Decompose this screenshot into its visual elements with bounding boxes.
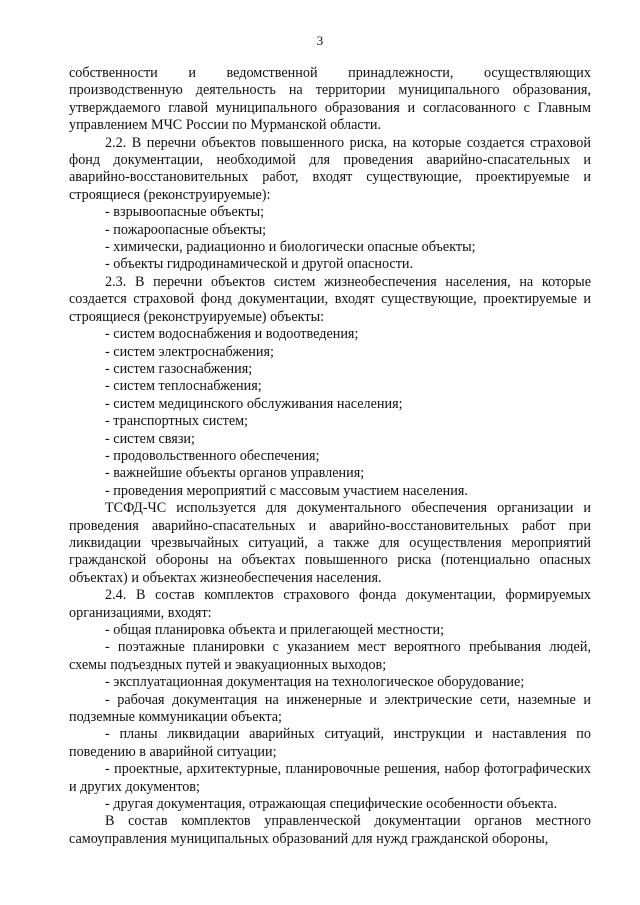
list-item: - систем водоснабжения и водоотведения; (105, 326, 359, 343)
list-item: - транспортных систем; (105, 413, 249, 430)
list-item: - планы ликвидации аварийных ситуаций, инструкции и наставления по поведению в аварийной ситуации; (69, 726, 591, 760)
list-item: - общая планировка объекта и прилегающей местности; (105, 622, 445, 638)
list-item: - объекты гидродинамической и другой опасности. (105, 256, 414, 273)
list-item: - систем газоснабжения; (105, 360, 253, 377)
list-item: - рабочая документация на инженерные и электрические сети, наземные и подземные коммуникации объекта; (69, 691, 591, 726)
list-item: - систем медицинского обслуживания населения; (105, 395, 403, 412)
paragraph-continuation: собственности и ведомственной принадлежности, осуществляющих производственную деятельность на территории муниципального образования, утверждаемого главой муниципального образования и согласованного с Главным управлением МЧС России по Мурманской области. (69, 65, 591, 134)
document-body (69, 65, 591, 848)
list-item: - эксплуатационная документация на технологическое оборудование; (105, 674, 525, 691)
list-item: - систем связи; (105, 430, 195, 447)
list-item: - пожароопасные объекты; (105, 221, 267, 238)
list-item: - проведения мероприятий с массовым участием населения. (105, 482, 468, 499)
paragraph-2-4: 2.4. В состав комплектов страхового фонда документации, формируемых организациями, входят: (69, 587, 591, 621)
paragraph-2-2: 2.2. В перечни объектов повышенного риска, на которые создается страховой фонд документации, необходимой для проведения аварийно-спасательных и аварийно-восстановительных работ, входят существующие, проектируемые и строящиеся (реконструируемые): (69, 134, 591, 203)
list-item: - другая документация, отражающая специфические особенности объекта. (105, 796, 558, 813)
paragraph-2-3: 2.3. В перечни объектов систем жизнеобеспечения населения, на которые создается страховой фонд документации, входят существующие, проектируемые и строящиеся (реконструируемые) объекты: (69, 273, 591, 325)
list-item: - систем электроснабжения; (105, 343, 274, 360)
paragraph-tsfd: ТСФД-ЧС используется для документального обеспечения организации и проведения аварийно-спасательных и аварийно-восстановительных работ при ликвидации чрезвычайных ситуаций, а также для осуществления мероприятий гражданской обороны на объектах повышенного риска (потенциально опасных объектах) и объектах жизнеобеспечения населения. (69, 500, 591, 586)
list-item: - важнейшие объекты органов управления; (105, 465, 365, 482)
list-item: - поэтажные планировки с указанием мест вероятного пребывания людей, схемы подъездных путей и эвакуационных выходов; (69, 639, 591, 673)
page-number: 3 (316, 33, 324, 48)
paragraph-management-docs: В состав комплектов управленческой документации органов местного самоуправления муниципальных образований для нужд гражданской обороны, (69, 813, 591, 847)
list-item: - проектные, архитектурные, планировочные решения, набор фотографических и других документов; (69, 761, 591, 795)
list-item: - систем теплоснабжения; (105, 378, 262, 395)
list-item: - взрывоопасные объекты; (105, 204, 265, 221)
list-item: - продовольственного обеспечения; (105, 447, 320, 464)
list-item: - химически, радиационно и биологически опасные объекты; (105, 239, 476, 256)
